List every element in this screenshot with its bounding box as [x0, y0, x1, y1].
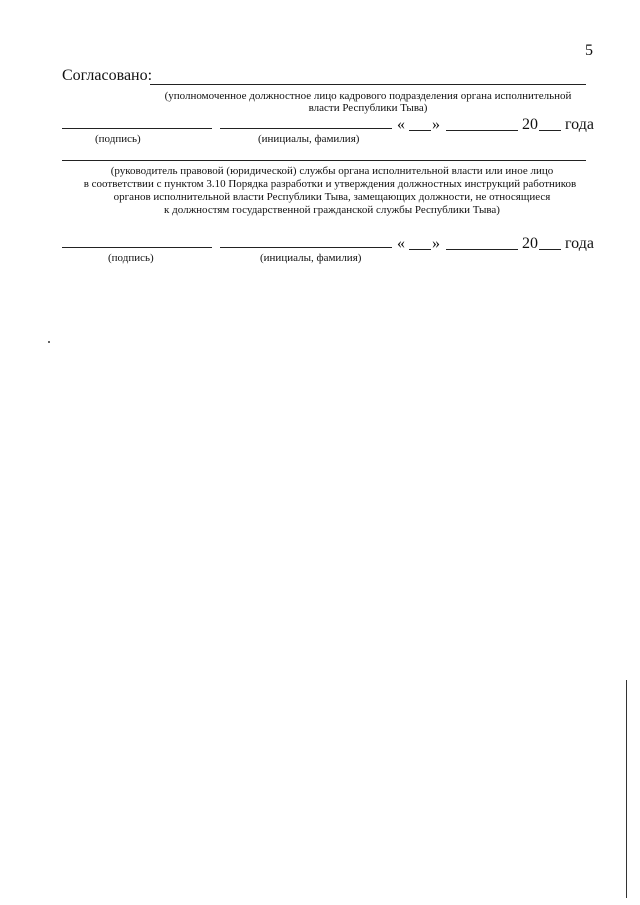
signature-caption-1: (подпись)	[95, 133, 141, 145]
year-prefix-2: 20	[522, 235, 538, 252]
day-field-1[interactable]	[409, 130, 431, 131]
page-number: 5	[585, 42, 593, 59]
name-line-2[interactable]	[220, 247, 392, 248]
scan-speck	[48, 341, 50, 343]
legal-approver-caption-line1: (руководитель правовой (юридической) службы органа исполнительной власти или иное лицо	[110, 165, 554, 177]
scan-edge-line	[626, 680, 627, 898]
approver-position-line[interactable]	[150, 84, 586, 85]
year-field-1[interactable]	[539, 130, 561, 131]
name-line-1[interactable]	[220, 128, 392, 129]
year-suffix-1: года	[565, 116, 594, 133]
name-caption-1: (инициалы, фамилия)	[258, 133, 360, 145]
signature-line-2[interactable]	[62, 247, 212, 248]
legal-approver-caption-line4: к должностям государственной гражданской службы Республики Тыва)	[164, 204, 500, 216]
legal-approver-caption-line3: органов исполнительной власти Республики Тыва, замещающих должности, не относящиеся	[113, 191, 551, 203]
year-suffix-2: года	[565, 235, 594, 252]
year-field-2[interactable]	[539, 249, 561, 250]
approver-position-caption-line2: власти Республики Тыва)	[308, 102, 428, 114]
approver-position-caption-line1: (уполномоченное должностное лицо кадрового подразделения органа исполнительной	[164, 90, 572, 102]
signature-line-1[interactable]	[62, 128, 212, 129]
legal-approver-position-line[interactable]	[62, 160, 586, 161]
legal-approver-caption-line2: в соответствии с пунктом 3.10 Порядка разработки и утверждения должностных инструкций работников	[83, 178, 577, 190]
date-quote-open-1: «	[397, 116, 405, 133]
date-quote-open-2: «	[397, 235, 405, 252]
month-field-1[interactable]	[446, 130, 518, 131]
signature-caption-2: (подпись)	[108, 252, 154, 264]
date-quote-close-1: »	[432, 116, 440, 133]
month-field-2[interactable]	[446, 249, 518, 250]
agreed-label: Согласовано:	[62, 67, 153, 84]
day-field-2[interactable]	[409, 249, 431, 250]
year-prefix-1: 20	[522, 116, 538, 133]
name-caption-2: (инициалы, фамилия)	[260, 252, 362, 264]
date-quote-close-2: »	[432, 235, 440, 252]
